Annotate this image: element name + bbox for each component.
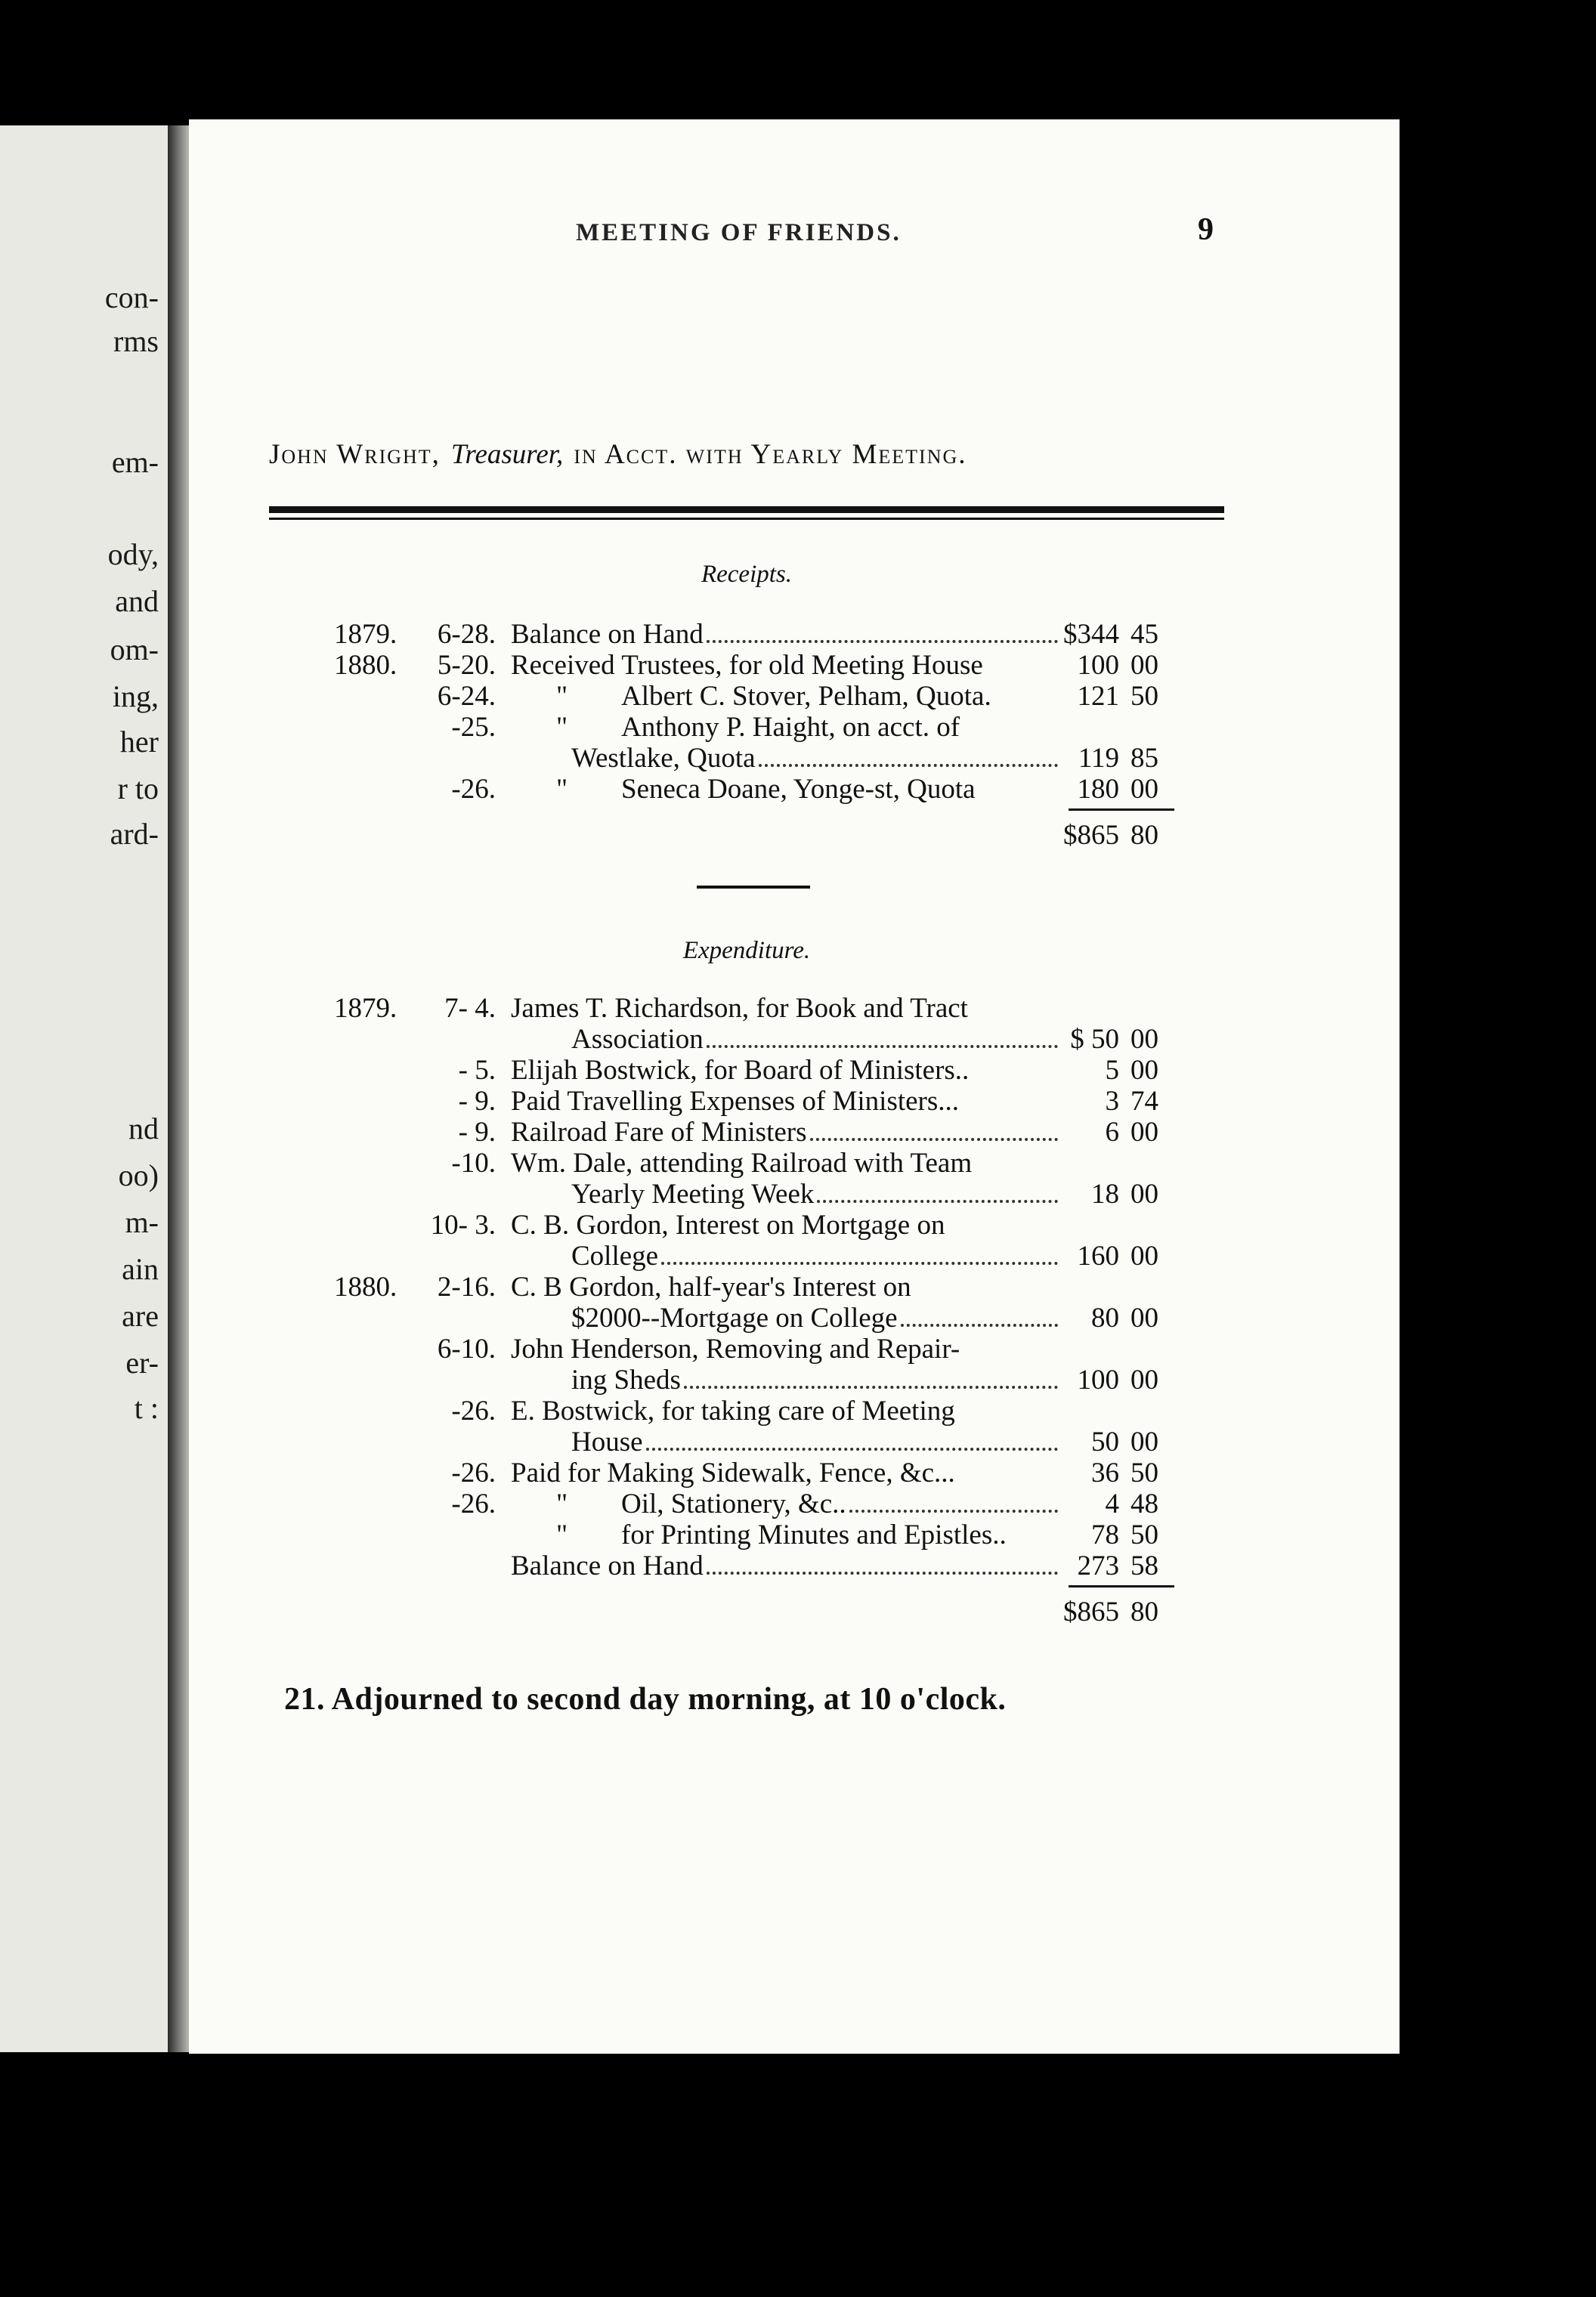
entry-text: Association: [571, 1024, 704, 1055]
entry-text: ing Sheds: [571, 1365, 681, 1396]
account-title: [269, 438, 1224, 471]
amount-cents: 00: [1130, 1055, 1158, 1086]
page-header: [382, 212, 1214, 257]
entry-date: 6-28.: [437, 619, 496, 650]
expenditure-heading: Expenditure.: [682, 937, 811, 964]
expenditure-row: [269, 1116, 1224, 1147]
amount-dollars: 121: [1077, 681, 1119, 712]
expenditure-row: [269, 1209, 1224, 1240]
entry-description: [571, 1023, 1061, 1056]
receipts-total: [269, 819, 1224, 850]
amount-dollars: 5: [1105, 1055, 1119, 1086]
entry-description: [621, 773, 1061, 805]
facing-page-fragment: r to: [117, 771, 159, 805]
treasurer-role: Treasurer,: [450, 439, 564, 470]
book-gutter: [168, 125, 189, 2052]
leader-dots: [849, 1504, 1058, 1513]
amount-dollars: 78: [1091, 1519, 1119, 1550]
entry-text: College: [571, 1241, 659, 1272]
facing-page-fragment: oo): [118, 1158, 159, 1192]
entry-text: Oil, Stationery, &c..: [621, 1489, 846, 1519]
entry-date: 2-16.: [437, 1272, 496, 1303]
receipts-row: [269, 680, 1224, 711]
ditto-mark: ": [556, 1519, 568, 1550]
expenditure-ledger: [269, 992, 1224, 1581]
amount-dollars: 80: [1091, 1303, 1119, 1334]
entry-text: Yearly Meeting Week: [571, 1179, 815, 1210]
amount-dollars: 100: [1077, 650, 1119, 681]
ditto-mark: ": [556, 712, 568, 743]
expenditure-row: [269, 1178, 1224, 1209]
amount-cents: 48: [1130, 1489, 1158, 1519]
entry-text: House: [571, 1427, 643, 1458]
entry-text: Albert C. Stover, Pelham, Quota.: [621, 681, 991, 712]
entry-description: [571, 1240, 1061, 1272]
amount-cents: 00: [1130, 650, 1158, 681]
amount-cents: 45: [1130, 619, 1158, 650]
expenditure-row: [269, 1302, 1224, 1333]
leader-dots: [707, 1039, 1058, 1048]
receipts-heading: Receipts.: [701, 561, 793, 588]
amount-dollars: 273: [1077, 1550, 1119, 1581]
amount-cents: 50: [1130, 1458, 1158, 1489]
amount-dollars: 160: [1077, 1241, 1119, 1272]
facing-page-fragment: are: [122, 1299, 159, 1333]
account-description: in Acct. with Yearly Meeting.: [574, 439, 967, 470]
entry-year: 1880.: [334, 1272, 397, 1303]
expenditure-row: [269, 1085, 1224, 1116]
total-dollars: $865: [1063, 1597, 1119, 1628]
expenditure-row: [269, 1364, 1224, 1395]
entry-date: - 9.: [458, 1117, 496, 1148]
expenditure-row: [269, 1023, 1224, 1054]
total-dollars: $865: [1063, 820, 1119, 851]
expenditure-row: [269, 1457, 1224, 1488]
entry-description: [621, 1488, 1061, 1520]
entry-description: [511, 1147, 1061, 1179]
entry-date: -26.: [451, 1458, 496, 1489]
entry-description: [571, 1426, 1061, 1458]
entry-text: Seneca Doane, Yonge-st, Quota: [621, 774, 976, 805]
expenditure-row: [269, 1147, 1224, 1178]
entry-description: [511, 1209, 1061, 1241]
entry-date: 5-20.: [437, 650, 496, 681]
total-cents: 80: [1130, 1597, 1158, 1628]
amount-dollars: 180: [1077, 774, 1119, 805]
amount-dollars: 50: [1091, 1427, 1119, 1458]
entry-description: [511, 1333, 1061, 1365]
amount-cents: 00: [1130, 1117, 1158, 1148]
entry-date: 6-24.: [437, 681, 496, 712]
ditto-mark: ": [556, 1489, 568, 1519]
leader-dots: [817, 1194, 1058, 1203]
entry-text: Anthony P. Haight, on acct. of: [621, 712, 960, 743]
entry-description: [511, 1085, 1061, 1118]
facing-page-fragment: con-: [104, 280, 159, 314]
entry-text: C. B. Gordon, Interest on Mortgage on: [511, 1210, 945, 1241]
amount-cents: 00: [1130, 1179, 1158, 1210]
entry-text: John Henderson, Removing and Repair-: [511, 1334, 960, 1365]
entry-description: [511, 992, 1061, 1025]
amount-dollars: $ 50: [1070, 1024, 1119, 1055]
amount-dollars: 4: [1105, 1489, 1119, 1519]
entry-description: [571, 1178, 1061, 1210]
entry-description: [621, 680, 1061, 713]
receipts-row: [269, 742, 1224, 773]
expenditure-row: [269, 1054, 1224, 1085]
receipts-row: [269, 773, 1224, 804]
expenditure-total: [269, 1596, 1224, 1627]
facing-page-fragment: ing,: [112, 679, 159, 713]
amount-dollars: $344: [1063, 619, 1119, 650]
entry-description: [621, 711, 1061, 744]
entry-text: Wm. Dale, attending Railroad with Team: [511, 1148, 973, 1179]
entry-text: for Printing Minutes and Epistles..: [621, 1519, 1007, 1550]
leader-dots: [707, 1566, 1058, 1575]
facing-page-fragment: her: [119, 725, 159, 759]
entry-description: [571, 742, 1061, 774]
amount-cents: 00: [1130, 774, 1158, 805]
entry-text: Westlake, Quota: [571, 743, 756, 774]
entry-text: Received Trustees, for old Meeting House: [511, 650, 983, 681]
facing-page-fragment: ard-: [110, 817, 159, 851]
facing-page-fragment: m-: [125, 1205, 159, 1239]
expenditure-row: [269, 1550, 1224, 1581]
entry-text: $2000--Mortgage on College: [571, 1303, 898, 1334]
entry-date: -26.: [451, 774, 496, 805]
entry-date: 10- 3.: [430, 1210, 496, 1241]
receipts-row: [269, 618, 1224, 649]
entry-date: - 5.: [458, 1055, 496, 1086]
title-rule-thin: [269, 518, 1224, 520]
entry-description: [511, 1457, 1061, 1489]
amount-cents: 85: [1130, 743, 1158, 774]
amount-cents: 58: [1130, 1550, 1158, 1581]
entry-year: 1879.: [334, 619, 397, 650]
expenditure-row: [269, 992, 1224, 1023]
entry-text: Balance on Hand: [511, 1550, 704, 1581]
entry-description: [511, 1271, 1061, 1303]
amount-dollars: 36: [1091, 1458, 1119, 1489]
expenditure-row: [269, 1488, 1224, 1519]
expenditure-row: [269, 1426, 1224, 1457]
amount-cents: 00: [1130, 1024, 1158, 1055]
entry-description: [511, 1395, 1061, 1427]
entry-year: 1880.: [334, 650, 397, 681]
leader-dots: [646, 1442, 1058, 1451]
running-head: MEETING OF FRIENDS.: [576, 219, 902, 246]
ditto-mark: ": [556, 774, 568, 805]
leader-dots: [707, 634, 1058, 643]
entry-description: [511, 649, 1061, 682]
expenditure-row: [269, 1395, 1224, 1426]
leader-dots: [661, 1256, 1058, 1265]
entry-text: E. Bostwick, for taking care of Meeting: [511, 1396, 955, 1427]
expenditure-total-rule: [1069, 1585, 1174, 1587]
entry-date: -25.: [451, 712, 496, 743]
amount-dollars: 100: [1077, 1365, 1119, 1396]
facing-page-fragment: ain: [122, 1252, 159, 1286]
receipts-total-row: [269, 819, 1224, 850]
page-number: 9: [1198, 212, 1214, 247]
entry-description: [571, 1364, 1061, 1396]
entry-description: [511, 618, 1061, 651]
leader-dots: [810, 1132, 1059, 1141]
facing-page-fragment: ody,: [107, 537, 159, 571]
amount-cents: 00: [1130, 1241, 1158, 1272]
expenditure-row: [269, 1333, 1224, 1364]
receipts-total-rule: [1069, 808, 1174, 811]
facing-page-fragment: em-: [111, 445, 159, 479]
entry-text: C. B Gordon, half-year's Interest on: [511, 1272, 911, 1303]
entry-text: Paid for Making Sidewalk, Fence, &c...: [511, 1458, 955, 1489]
expenditure-total-row: [269, 1596, 1224, 1627]
amount-dollars: 18: [1091, 1179, 1119, 1210]
entry-date: - 9.: [458, 1086, 496, 1117]
amount-cents: 00: [1130, 1365, 1158, 1396]
facing-page-fragment: om-: [110, 632, 159, 666]
amount-cents: 74: [1130, 1086, 1158, 1117]
receipts-row: [269, 649, 1224, 680]
total-cents: 80: [1130, 820, 1158, 851]
entry-description: [511, 1054, 1061, 1087]
amount-cents: 00: [1130, 1303, 1158, 1334]
entry-text: Paid Travelling Expenses of Ministers...: [511, 1086, 960, 1117]
amount-dollars: 6: [1105, 1117, 1119, 1148]
treasurer-name: John Wright,: [269, 439, 441, 470]
leader-dots: [759, 758, 1058, 767]
entry-date: -26.: [451, 1396, 496, 1427]
amount-dollars: 119: [1078, 743, 1119, 774]
entry-date: 7- 4.: [444, 993, 496, 1024]
facing-page-fragment: rms: [113, 324, 159, 358]
amount-cents: 50: [1130, 681, 1158, 712]
facing-page-fragment: and: [115, 584, 159, 618]
entry-description: [511, 1550, 1061, 1582]
facing-page-fragment: nd: [128, 1111, 159, 1145]
receipts-ledger: [269, 618, 1224, 804]
entry-date: 6-10.: [437, 1334, 496, 1365]
facing-page-fragment: er-: [125, 1346, 159, 1380]
ditto-mark: ": [556, 681, 568, 712]
title-rule-thick: [269, 506, 1224, 513]
leader-dots: [684, 1380, 1058, 1389]
expenditure-row: [269, 1240, 1224, 1271]
entry-date: -26.: [451, 1489, 496, 1519]
entry-description: [571, 1302, 1061, 1334]
entry-text: Balance on Hand: [511, 619, 704, 650]
expenditure-row: [269, 1271, 1224, 1302]
amount-cents: 00: [1130, 1427, 1158, 1458]
entry-text: James T. Richardson, for Book and Tract: [511, 993, 968, 1024]
facing-page: [0, 125, 171, 2052]
entry-description: [621, 1519, 1061, 1551]
entry-description: [511, 1116, 1061, 1148]
section-divider: [697, 886, 810, 889]
leader-dots: [901, 1318, 1058, 1327]
entry-text: Railroad Fare of Ministers: [511, 1117, 807, 1148]
amount-dollars: 3: [1105, 1086, 1119, 1117]
entry-text: Elijah Bostwick, for Board of Ministers..: [511, 1055, 970, 1086]
facing-page-fragment: t :: [134, 1391, 159, 1425]
entry-date: -10.: [451, 1148, 496, 1179]
entry-year: 1879.: [334, 993, 397, 1024]
amount-cents: 50: [1130, 1519, 1158, 1550]
adjournment-minute: 21. Adjourned to second day morning, at 10 o'clock.: [284, 1682, 1007, 1717]
receipts-row: [269, 711, 1224, 742]
expenditure-row: [269, 1519, 1224, 1550]
